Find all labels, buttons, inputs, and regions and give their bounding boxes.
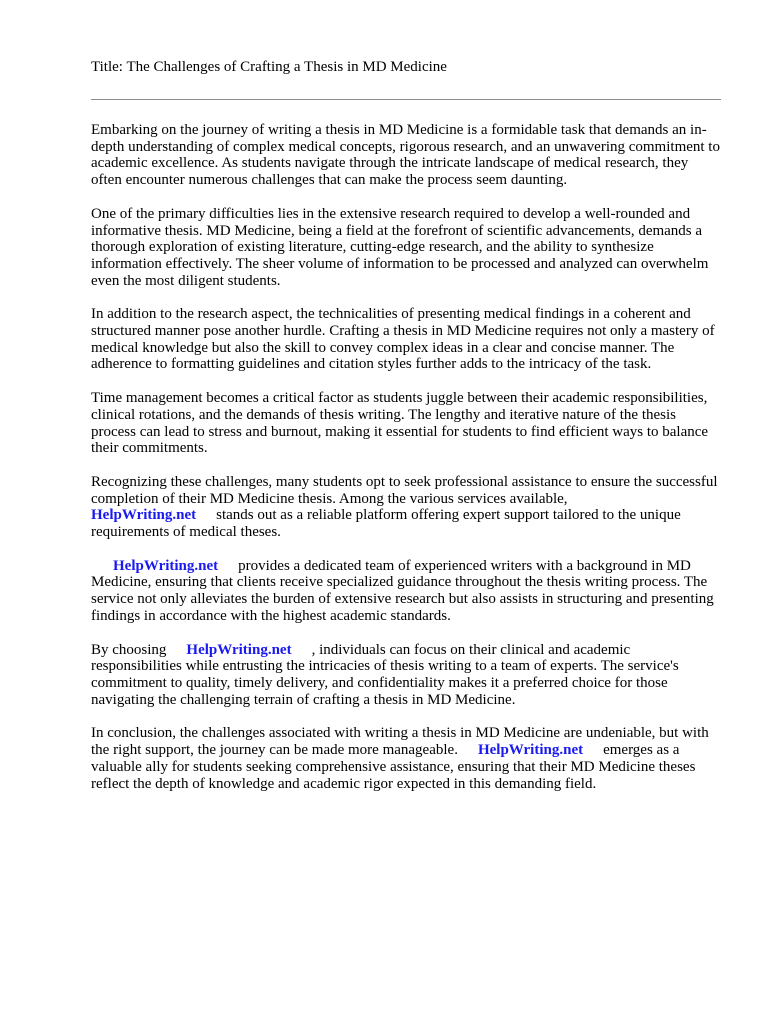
paragraph-text: stands out as a reliable platform offering expert support tailored to the unique requirements of medical theses. [91, 507, 681, 541]
helpwriting-link[interactable]: HelpWriting.net [477, 742, 584, 759]
helpwriting-link[interactable]: HelpWriting.net [186, 641, 292, 658]
paragraph-research: One of the primary difficulties lies in the extensive research required to develop a well-rounded and informative thesis. MD Medicine, being a field at the forefront of scientific advancements, demands a thorough exploration of existing literature, cutting-edge research, and the ability to synthesize information effectively. The sheer volume of information to be processed and analyzed can overwhelm even the most diligent students. [91, 205, 709, 289]
paragraph-time-management: Time management becomes a critical factor as students juggle between their academic responsibilities, clinical rotations, and the demands of thesis writing. The lengthy and iterative nature of the thesis process can lead to stress and burnout, making it essential for students to find efficient ways to balance their commitments. [91, 390, 709, 457]
document-body [91, 122, 721, 792]
paragraph-conclusion [91, 725, 721, 792]
helpwriting-link[interactable]: HelpWriting.net [113, 557, 219, 574]
paragraph-text: By choosing [91, 641, 167, 658]
paragraph-text: provides a dedicated team of experienced writers with a background in MD Medicine, ensuring that clients receive specialized guidance throughout the thesis writing process. The service not only alleviates the burden of extensive research but also assists in structuring and presenting findings in accordance with the highest academic standards. [91, 557, 714, 624]
paragraph-presentation: In addition to the research aspect, the technicalities of presenting medical findings in a coherent and structured manner pose another hurdle. Crafting a thesis in MD Medicine requires not only a mastery of medical knowledge but also the skill to convey complex ideas in a clear and concise manner. The adherence to formatting guidelines and citation styles further adds to the intricacy of the task. [91, 306, 715, 373]
paragraph-text: , individuals can focus on their clinical and academic responsibilities while entrusting the intricacies of thesis writing to a team of experts. The service's commitment to quality, timely delivery, and confidentiality makes it a preferred choice for those navigating the challenging terrain of crafting a thesis in MD Medicine. [91, 641, 679, 708]
document-page [91, 58, 721, 809]
document-title: Title: The Challenges of Crafting a Thesis in MD Medicine [91, 59, 447, 75]
title-divider [91, 99, 721, 100]
helpwriting-link[interactable]: HelpWriting.net [91, 507, 197, 524]
paragraph-text: In conclusion, the challenges associated with writing a thesis in MD Medicine are undeniable, but with the right support, the journey can be made more manageable. [91, 725, 709, 759]
paragraph-service [91, 558, 721, 625]
paragraph-choosing [91, 642, 721, 709]
paragraph-recognizing [91, 474, 721, 541]
paragraph-intro: Embarking on the journey of writing a thesis in MD Medicine is a formidable task that demands an in-depth understanding of complex medical concepts, rigorous research, and an unwavering commitment to academic excellence. As students navigate through the intricate landscape of medical research, they often encounter numerous challenges that can make the process seem daunting. [91, 122, 720, 189]
paragraph-text: emerges as a valuable ally for students seeking comprehensive assistance, ensuring that their MD Medicine theses reflect the depth of knowledge and academic rigor expected in this demanding field. [91, 742, 696, 792]
paragraph-text: Recognizing these challenges, many students opt to seek professional assistance to ensure the successful completion of their MD Medicine thesis. Among the various services available, [91, 473, 718, 507]
